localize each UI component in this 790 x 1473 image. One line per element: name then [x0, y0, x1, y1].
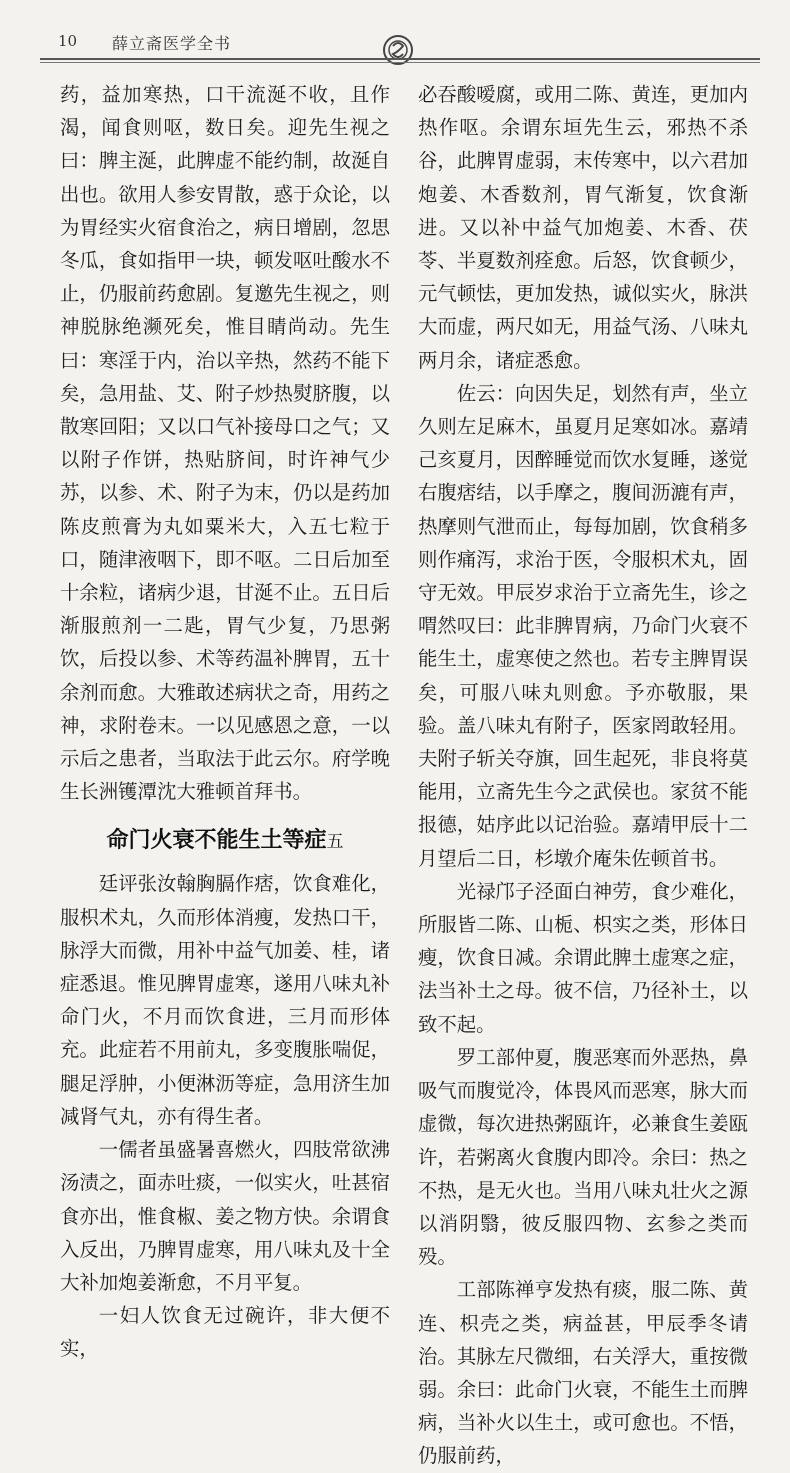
- right-column: [418, 78, 748, 1473]
- paragraph: 一儒者虽盛暑喜燃火，四肢常欲沸汤渍之，面赤吐痰，一似实火，吐甚宿食亦出，惟食椒、姜之物方快。余谓食入反出，乃脾胃虚寒，用八味丸及十全大补加炮姜渐愈，不月平复。: [60, 1138, 390, 1294]
- section-title: 命门火衰不能生土等症: [106, 828, 327, 854]
- left-column: [60, 78, 390, 1366]
- paragraph: 一妇人饮食无过碗许，非大便不实，: [60, 1304, 390, 1361]
- page-number: 10: [58, 32, 78, 50]
- paragraph: 工部陈禅亨发热有痰，服二陈、黄连、枳壳之类，病益甚，甲辰季冬请治。其脉左尺微细，右关浮大，重按微弱。余曰：此命门火衰，不能生土而脾病，当补火以生土，或可愈也。不悟，仍服前药，: [418, 1278, 748, 1468]
- paragraph: 廷评张汝翰胸膈作痞，饮食难化，服枳术丸，久而形体消瘦，发热口干，脉浮大而微，用补中益气加姜、桂，诸症悉退。惟见脾胃虚寒，遂用八味丸补命门火，不月而饮食进，三月而形体充。此症若不用前丸，多变腹胀喘促，腿足浮肿，小便淋沥等症，急用济生加减肾气丸，亦有得生者。: [60, 872, 390, 1128]
- paragraph: 佐云：向因失足，划然有声，坐立久则左足麻木，虽夏月足寒如冰。嘉靖己亥夏月，因醉睡觉而饮水复睡，遂觉右腹痞结，以手摩之，腹间沥漉有声，热摩则气泄而止，每每加剧，饮食稍多则作痛泻，求治于医，令服枳术丸，固守无效。甲辰岁求治于立斋先生，诊之喟然叹曰：此非脾胃病，乃命门火衰不能生土，虚寒使之然也。若专主脾胃误矣，可服八味丸则愈。予亦敬服，果验。盖八味丸有附子，医家罔敢轻用。夫附子斩关夺旗，回生起死，非良将莫能用，立斋先生今之武侯也。家贫不能报德，姑序此以记治验。嘉靖甲辰十二月望后二日，杉墩介庵朱佐顿首书。: [418, 381, 748, 870]
- section-heading: [60, 826, 390, 857]
- page-header: [40, 20, 760, 62]
- paragraph: 光禄邝子泾面白神劳，食少难化，所服皆二陈、山栀、枳实之类，形体日瘦，饮食日减。余谓此脾土虚寒之症，法当补土之母。彼不信，乃径补土，以致不起。: [418, 879, 748, 1036]
- paragraph: 罗工部仲夏，腹恶寒而外恶热，鼻吸气而腹觉冷，体畏风而恶寒，脉大而虚微，每次进热粥瓯许，必兼食生姜瓯许，若粥离火食腹内即冷。余曰：热之不热，是无火也。当用八味丸壮火之源以消阴翳，彼反服四物、玄参之类而殁。: [418, 1045, 748, 1269]
- section-number: 五: [326, 832, 344, 853]
- header-rule-thin: [40, 62, 760, 63]
- paragraph: 必吞酸嗳腐，或用二陈、黄连，更加内热作呕。余谓东垣先生云，邪热不杀谷，此脾胃虚弱，末传寒中，以六君加炮姜、木香数剂，胃气渐复，饮食渐进。又以补中益气加炮姜、木香、茯苓、半夏数剂痊愈。后怒，饮食顿少，元气顿怯，更加发热，诚似实火，脉洪大而虚，两尺如无，用益气汤、八味丸两月余，诸症悉愈。: [418, 83, 748, 372]
- header-rule: [40, 58, 760, 60]
- paragraph: 药，益加寒热，口干流涎不收，且作渴，闻食则呕，数日矣。迎先生视之曰：脾主涎，此脾虚不能约制，故涎自出也。欲用人参安胃散，惑于众论，以为胃经实火宿食治之，病日增剧，忽思冬瓜，食如指甲一块，顿发呕吐酸水不止，仍服前药愈剧。复邀先生视之，则神脱脉绝濒死矣，惟目睛尚动。先生曰：寒淫于内，治以辛热，然药不能下矣，急用盐、艾、附子炒热熨脐腹，以散寒回阳；又以口气补接母口之气；又以附子作饼，热贴脐间，时许神气少苏，以参、术、附子为末，仍以是药加陈皮煎膏为丸如粟米大，入五七粒于口，随津液咽下，即不呕。二日后加至十余粒，诸病少退，甘涎不止。五日后渐服煎剂一二匙，胃气少复，乃思粥饮，后投以参、术等药温补脾胃，五十余剂而愈。大雅敢述病状之奇，用药之神，求附卷末。一以见感恩之意，一以示后之患者，当取法于此云尔。府学晚生长洲镬潭沈大雅顿首拜书。: [60, 83, 390, 804]
- book-title: 薛立斋医学全书: [112, 34, 232, 53]
